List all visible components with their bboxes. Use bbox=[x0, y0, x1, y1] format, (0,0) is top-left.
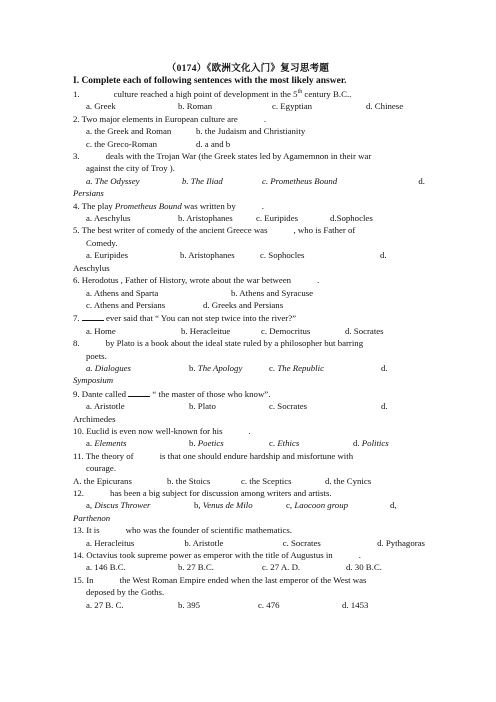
question-12: 12. has been a big subject for discussion among writers and artists. bbox=[73, 488, 332, 498]
answer-blank bbox=[128, 387, 150, 397]
options-2a bbox=[73, 125, 425, 137]
option: d. Chinese bbox=[366, 101, 404, 112]
options-6a bbox=[73, 287, 425, 299]
option: d. 1453 bbox=[342, 599, 369, 610]
question-6: 6. Herodotus , Father of History, wrote about the war between . bbox=[73, 275, 320, 286]
question-8: 8. by Plato is a book about the ideal state ruled by a philosopher but barring bbox=[73, 338, 364, 349]
option: a. Dialogues bbox=[86, 362, 131, 373]
option: a. Heracleitus bbox=[86, 537, 135, 548]
options-8: a. Dialogues b. The Apology c. The Republic d. bbox=[86, 362, 388, 373]
answer-blank bbox=[82, 311, 104, 321]
question-11: 11. The theory of is that one should endure hardship and misfortune with bbox=[73, 450, 354, 461]
option: d.Sophocles bbox=[330, 213, 373, 224]
option: c. Euripides bbox=[256, 213, 299, 224]
option: b. Aristophanes bbox=[178, 213, 233, 224]
option: b. Roman bbox=[178, 101, 213, 112]
option: c. the Sceptics bbox=[241, 475, 292, 486]
option: d. 30 B.C. bbox=[346, 562, 382, 573]
section-heading: I. Complete each of following sentences with the most likely answer. bbox=[73, 76, 347, 86]
document-title: （0174）《欧洲文化入门》复习思考题 bbox=[166, 64, 330, 74]
question-15: 15. In the West Roman Empire ended when the last emperor of the West was bbox=[73, 574, 367, 585]
option: b. 395 bbox=[178, 599, 200, 610]
option: c. Prometheus Bound bbox=[262, 175, 338, 186]
option: d. a and b bbox=[196, 138, 231, 149]
options-9: a. Aristotle b. Plato c. Socrates d. bbox=[86, 401, 388, 412]
question-13: 13. It is who was the founder of scientific mathematics. bbox=[73, 525, 292, 536]
option: d. the Cynics bbox=[325, 475, 372, 486]
option: c. the Greco-Roman bbox=[86, 138, 158, 149]
option: a. 146 B.C. bbox=[86, 562, 126, 573]
question-9: 9. Dante called “ the master of those who know”. bbox=[73, 388, 271, 399]
option: a. Athens and Sparta bbox=[86, 287, 159, 298]
option: d. Pythagoras bbox=[377, 537, 425, 548]
options-13 bbox=[73, 537, 425, 549]
option: b. 27 B.C. bbox=[178, 562, 214, 573]
question-4: 4. The play Prometheus Bound was written by . bbox=[73, 200, 264, 211]
option: b. Heracleitue bbox=[181, 325, 231, 336]
option: A. the Epicurans bbox=[73, 475, 132, 486]
question-7: 7. ever said that “ You can not step twice into the river?” bbox=[73, 313, 297, 324]
options-5: a. Euripides b. Aristophanes c. Sophocles d. bbox=[86, 250, 387, 261]
option: c. Athens and Persians bbox=[86, 299, 166, 310]
options-4 bbox=[73, 212, 425, 224]
options-12: a, Discus Thrower b, Venus de Milo c, Laocoon group d, bbox=[86, 500, 397, 511]
question-number: 1. bbox=[73, 89, 80, 99]
option: b. the Judaism and Christianity bbox=[196, 126, 306, 137]
option: d. Greeks and Persians bbox=[203, 299, 284, 310]
options-14 bbox=[73, 561, 425, 573]
option: a. the Greek and Roman bbox=[86, 126, 172, 137]
option: b. Plato bbox=[189, 401, 216, 412]
question-list: 1. culture reached a high point of development in the 5th century B.C.. a. Greek b. Roman c. Egyptian d. Chinese 2. Two major elements in European culture are . a. the Greek and Roman b. the Judaism and Christianity c. the Greco-Roman d. a and b 3. deals with the Trojan War (the Greek states led by Agamemnon in their war against the city of Troy ). a. The Odyssey b. The Iliad c. Prometheus Bound d. Persians 4. The play Prometheus Bound was written by . a. Aeschylus b. Aristophanes c. Euripides d.Sophocles 5. The best writer of comedy of the ancient Greece was , who is Father of Comedy. a. Euripides b. Aristophanes c. Sophocles d. Aeschylus 6. Herodotus , Father of History, wrote about the war between . a. Athens and Sparta b. Athens and Syracuse c. Athens and Persians d. Greeks and Persians 7. ever said that “ You can not step twice into the river?” a. Home b. Heracleitue c. Democritus d. Socrates 8. by Plato is a book about the ideal state ruled by a philosopher but barring poets. a. Dialogues b. The Apology c. The Republic d. Symposium 9. Dante called “ the master of those who know”. a. Aristotle b. Plato c. Socrates d. Archimedes 10. Euclid is even now well-known for his . a. Elements b. Poetics c. Ethics d. Politics 11. The theory of is that one should endure hardship and misfortune with courage. A. the Epicurans b. the Stoics c. the Sceptics d. the Cynics 12. has been a big subject for discussion among writers and artists. a, Discus Thrower b, Venus de Milo c, Laocoon group d, Parthenon 13. It is who was the founder of scientific mathematics. a. Heracleitus b. Aristotle c. Socrates d. Pythagoras 14. Octavius took supreme power as emperor with the title of Augustus in . a. 146 B.C. b. 27 B.C. c. 27 A. D. d. 30 B.C. 15. In the West Roman Empire ended when the last emperor of the West was deposed by the Goths. a. 27 B. C. b. 395 c. 476 d. 1453 bbox=[73, 89, 425, 610]
options-6b bbox=[73, 299, 425, 311]
options-2b bbox=[73, 138, 425, 150]
option: c. 27 A. D. bbox=[262, 562, 301, 573]
option: c. Socrates bbox=[282, 537, 321, 548]
options-11 bbox=[73, 475, 425, 487]
option: c. 476 bbox=[258, 599, 280, 610]
option: c. Egyptian bbox=[272, 101, 313, 112]
option: a. Euripides bbox=[86, 250, 129, 261]
option: a. Home bbox=[86, 325, 116, 336]
options-10: a. Elements b. Poetics c. Ethics d. Politics bbox=[86, 438, 389, 449]
options-3: a. The Odyssey b. The Iliad c. Prometheus Bound d. bbox=[86, 175, 425, 186]
option: a. Greek bbox=[86, 101, 116, 112]
question-10: 10. Euclid is even now well-known for his . bbox=[73, 425, 251, 436]
option: b. The Iliad bbox=[182, 175, 223, 186]
options-7 bbox=[73, 325, 425, 337]
options-1 bbox=[73, 100, 425, 112]
option: a. 27 B. C. bbox=[86, 599, 124, 610]
option: c. Sophocles bbox=[260, 250, 305, 261]
option: b. the Stoics bbox=[167, 475, 211, 486]
option: d. Socrates bbox=[345, 325, 384, 336]
option: a. Aeschylus bbox=[86, 213, 131, 224]
option: b. Aristotle bbox=[184, 537, 224, 548]
question-5: 5. The best writer of comedy of the ancient Greece was , who is Father of bbox=[73, 225, 356, 236]
question-1: 1. culture reached a high point of development in the 5th century B.C.. bbox=[73, 89, 352, 99]
option: c. Socrates bbox=[269, 401, 308, 412]
option: b. Athens and Syracuse bbox=[231, 287, 314, 298]
option: a. The Odyssey bbox=[86, 175, 140, 186]
question-3: 3. deals with the Trojan War (the Greek states led by Agamemnon in their war bbox=[73, 151, 372, 162]
option: c. Democritus bbox=[261, 325, 311, 336]
question-14: 14. Octavius took supreme power as emperor with the title of Augustus in . bbox=[73, 550, 361, 561]
option: a. Aristotle bbox=[86, 401, 125, 412]
question-2: 2. Two major elements in European culture are . bbox=[73, 113, 267, 124]
option: b. Aristophanes bbox=[180, 250, 235, 261]
options-15 bbox=[73, 599, 425, 611]
